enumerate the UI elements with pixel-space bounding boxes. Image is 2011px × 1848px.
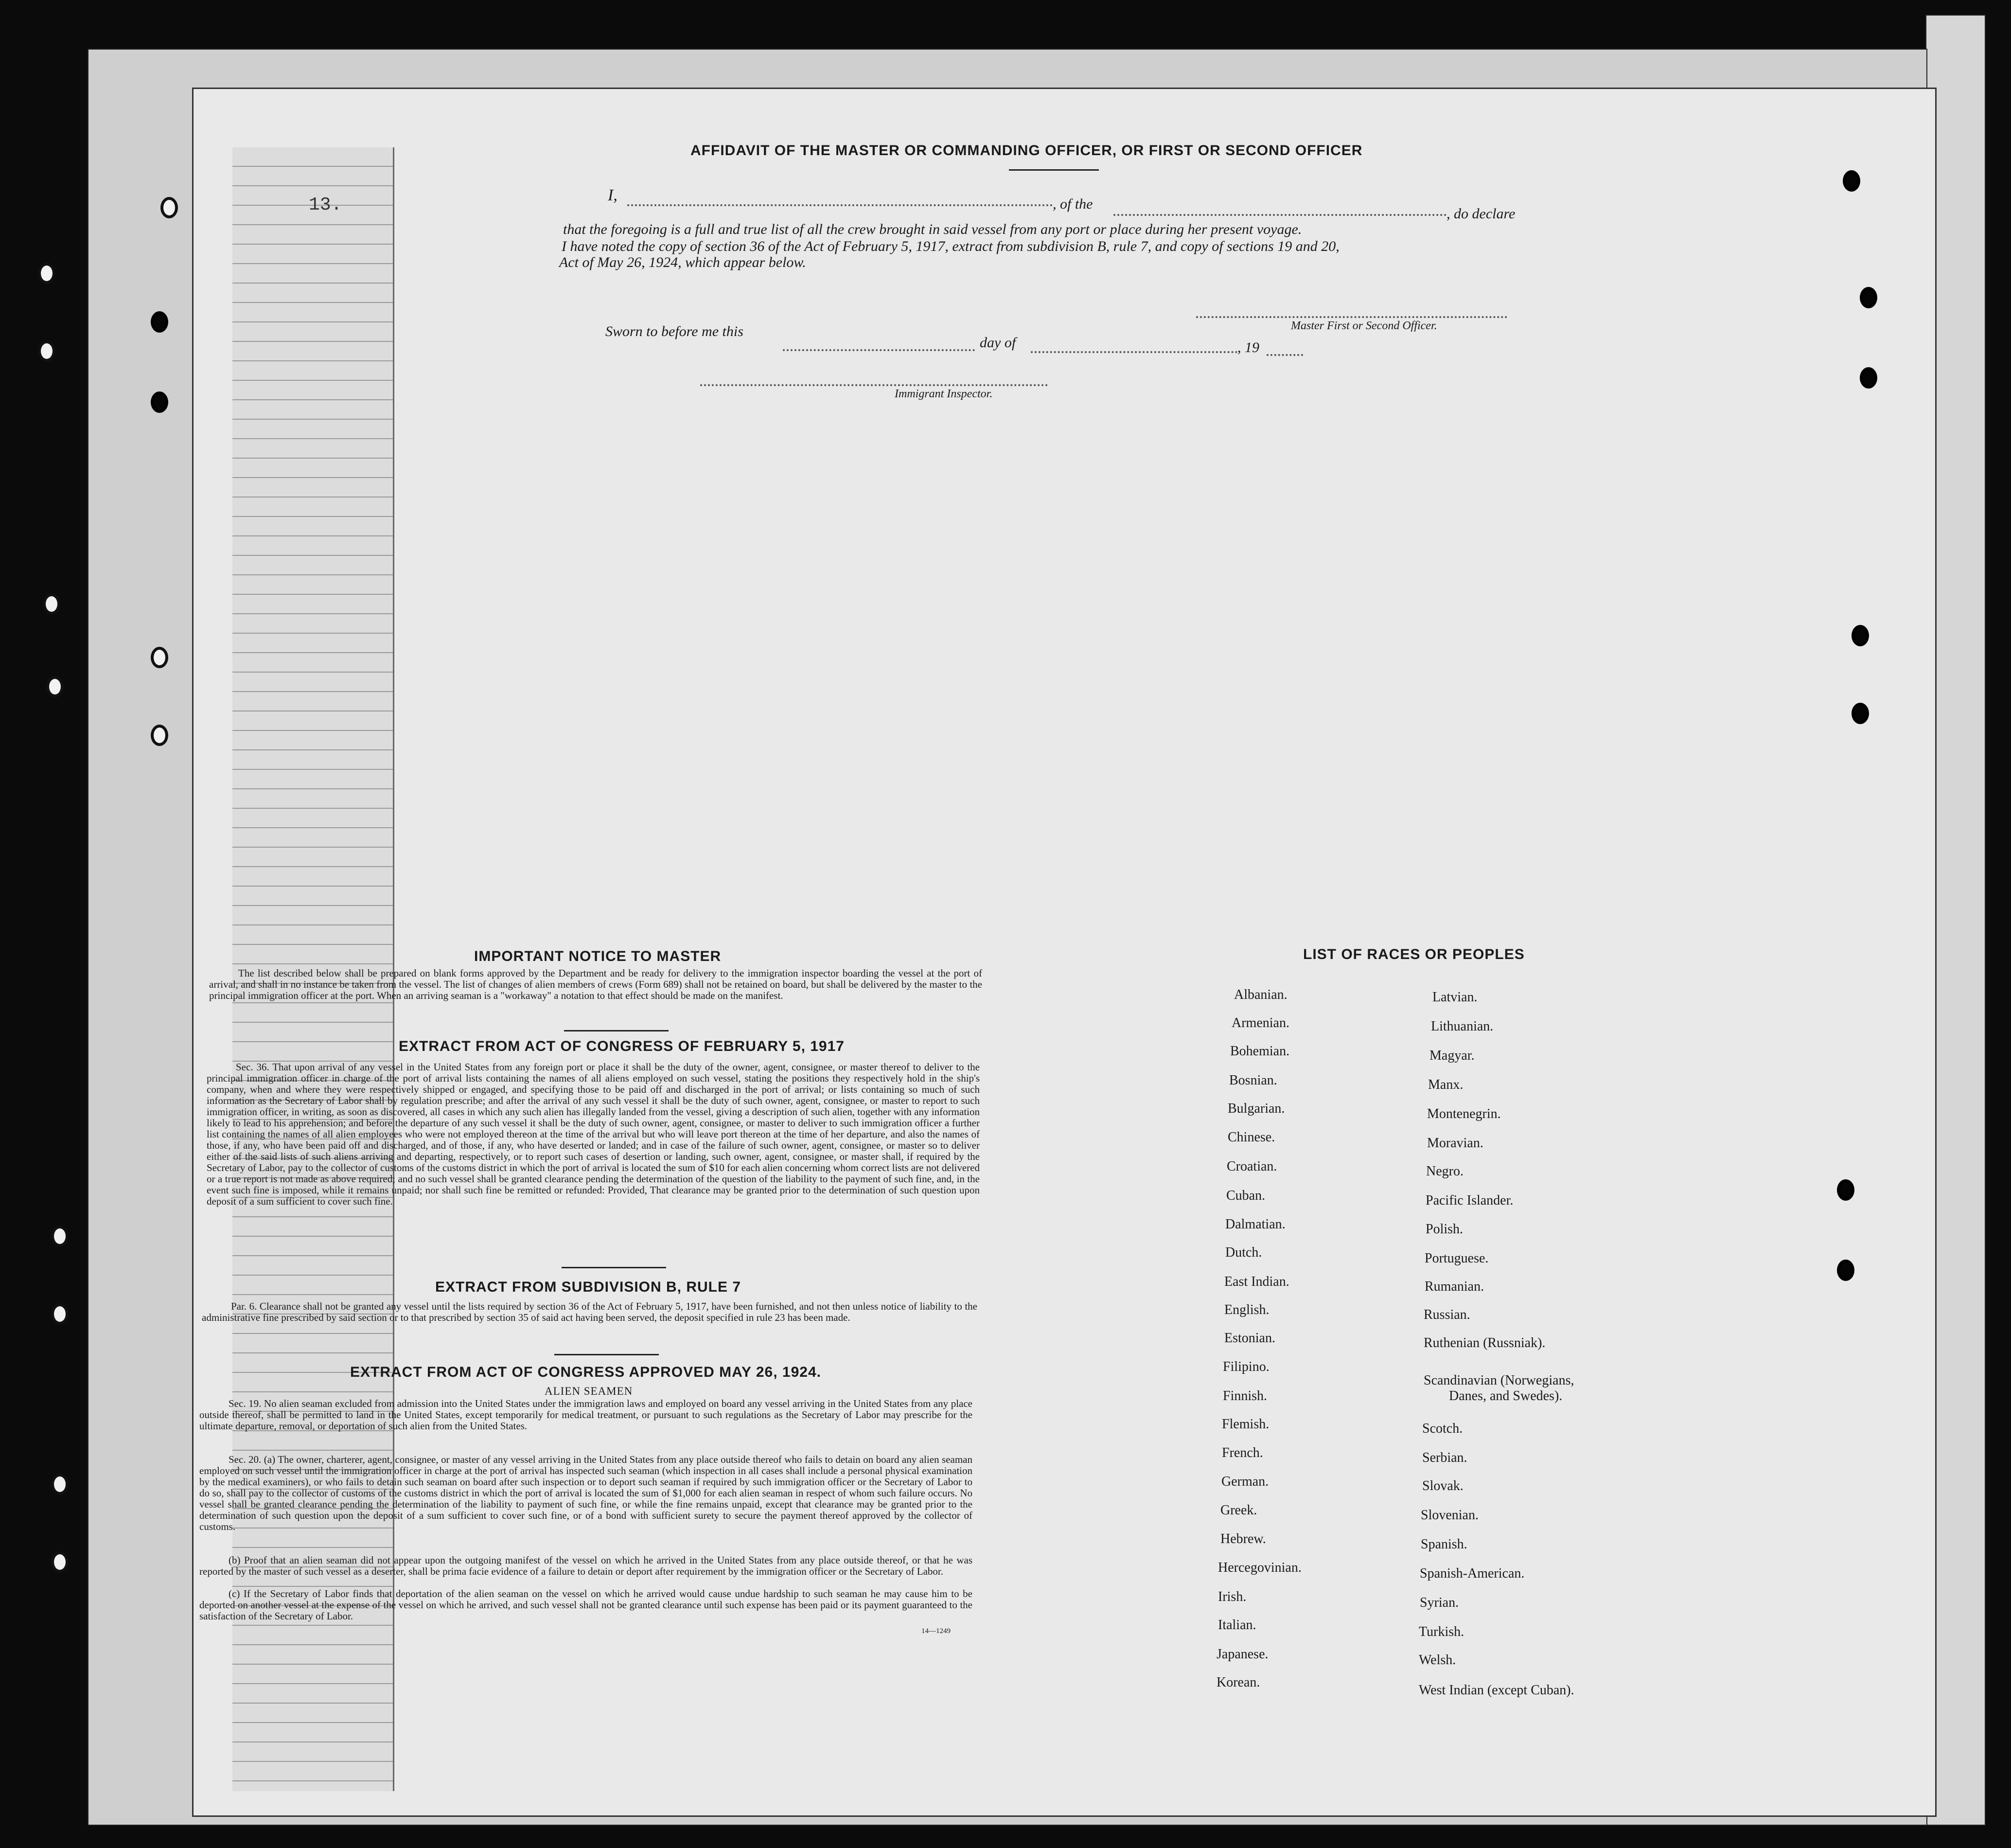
inspector-signature-field[interactable]	[700, 384, 1048, 386]
binder-hole	[151, 725, 168, 746]
race-item: Korean.	[1217, 1675, 1260, 1690]
race-item: Spanish.	[1421, 1537, 1467, 1552]
affidavit-line-2: that the foregoing is a full and true list of all the crew brought in said vessel from any port or place during her present voyage.	[563, 221, 1302, 237]
alien-seamen-subtitle: ALIEN SEAMEN	[545, 1385, 633, 1397]
binder-hole	[38, 263, 55, 284]
notice-title: IMPORTANT NOTICE TO MASTER	[474, 948, 722, 964]
race-item: Latvian.	[1432, 990, 1478, 1005]
vessel-name-field[interactable]	[1113, 214, 1447, 216]
race-item: Magyar.	[1429, 1048, 1475, 1063]
race-item: Turkish.	[1419, 1624, 1464, 1639]
races-title: LIST OF RACES OR PEOPLES	[1303, 946, 1525, 962]
race-item: Syrian.	[1420, 1595, 1459, 1610]
declarant-name-field[interactable]	[627, 204, 1053, 206]
race-item: Lithuanian.	[1431, 1019, 1494, 1034]
sworn-day-field[interactable]	[783, 349, 975, 351]
form-number: 14—1249	[921, 1627, 951, 1635]
margin-note: 13.	[309, 195, 342, 215]
race-item: Dalmatian.	[1225, 1217, 1286, 1232]
race-item: Estonian.	[1224, 1331, 1275, 1346]
sec20b-text: (b) Proof that an alien seaman did not appear upon the outgoing manifest of the vessel on which he arrived in the United States from any place outside thereof, or that he was reported by the master of such vessel as a deserter, shall be prima facie evidence of a failure to detain or deport after requirement by the immigration officer or the Secretary of Labor.	[199, 1554, 972, 1577]
binder-hole	[1852, 625, 1869, 646]
race-item: Serbian.	[1422, 1450, 1467, 1465]
binder-hole	[51, 1226, 69, 1247]
race-item: Chinese.	[1228, 1130, 1275, 1145]
race-item: Manx.	[1428, 1077, 1464, 1092]
sworn-month-field[interactable]	[1031, 351, 1237, 353]
affidavit-line-4: Act of May 26, 1924, which appear below.	[559, 254, 806, 270]
affidavit-title: AFFIDAVIT OF THE MASTER OR COMMANDING OFFICER, OR FIRST OR SECOND OFFICER	[690, 142, 1363, 159]
binder-hole	[160, 197, 178, 218]
race-item: East Indian.	[1224, 1274, 1289, 1289]
race-item: Italian.	[1218, 1617, 1256, 1633]
binder-hole	[51, 1303, 69, 1325]
binder-hole	[51, 1474, 69, 1495]
race-item: Danes, and Swedes).	[1449, 1388, 1563, 1404]
notice-text: The list described below shall be prepared on blank forms approved by the Department and be ready for delivery to the immigration inspector boarding the vessel at the port of arrival, and shall in no instance be taken from the vessel. The list of changes of alien members of crews (Form 689) shall not be retained on board, but shall be delivered by the master to the principal immigration officer at the port. When an arriving seaman is a "workaway" a notation to that effect should be made on the manifest.	[209, 967, 982, 1001]
binder-hole	[1860, 287, 1877, 308]
race-item: Greek.	[1220, 1503, 1257, 1518]
race-item: Cuban.	[1226, 1188, 1266, 1203]
binder-hole	[1860, 367, 1877, 389]
binder-hole	[43, 593, 60, 615]
race-item: Finnish.	[1223, 1388, 1268, 1404]
binder-hole	[1837, 1260, 1854, 1281]
race-item: Montenegrin.	[1427, 1106, 1501, 1121]
race-item: Portuguese.	[1425, 1251, 1489, 1266]
race-item: Hebrew.	[1220, 1531, 1266, 1546]
title-rule	[1009, 169, 1099, 171]
affidavit-line-3: I have noted the copy of section 36 of the Act of February 5, 1917, extract from subdivision B, rule 7, and copy of sections 19 and 20,	[562, 238, 1340, 254]
race-item: Pacific Islander.	[1426, 1193, 1514, 1208]
race-item: Slovak.	[1422, 1478, 1464, 1493]
vessel-label: , of the	[1053, 196, 1093, 212]
binder-hole	[1852, 703, 1869, 724]
binder-hole	[38, 340, 55, 362]
binder-hole	[46, 676, 64, 697]
race-item: Armenian.	[1232, 1015, 1289, 1031]
race-item: Slovenian.	[1421, 1508, 1479, 1523]
race-item: Negro.	[1426, 1164, 1464, 1179]
section-divider	[554, 1354, 659, 1355]
section-divider	[564, 1030, 669, 1031]
race-item: Bulgarian.	[1228, 1101, 1285, 1116]
binder-hole	[151, 311, 168, 333]
binder-hole	[151, 647, 168, 668]
race-item: English.	[1224, 1302, 1270, 1317]
sec20c-text: (c) If the Secretary of Labor finds that deportation of the alien seaman on the vessel on which he arrived would cause undue hardship to such seaman he may cause him to be deported on another vessel at the expense of the vessel on which he arrived, and such vessel shall not be granted clearance until such expense has been paid or its payment guaranteed to the satisfaction of the Secretary of Labor.	[199, 1588, 972, 1622]
section-divider	[562, 1267, 666, 1268]
race-item: Croatian.	[1227, 1159, 1277, 1174]
race-item: West Indian (except Cuban).	[1419, 1683, 1574, 1698]
race-item: Rumanian.	[1425, 1279, 1484, 1294]
race-item: French.	[1222, 1445, 1263, 1460]
extract-1917-text: Sec. 36. That upon arrival of any vessel in the United States from any foreign port or place it shall be the duty of the owner, agent, consignee, or master thereof to deliver to the principal immigration officer in charge of the port of arrival lists containing the names of all aliens employed on such vessel, stating the positions they respectively hold in the ship's company, when and where they were respectively shipped or engaged, and specifying those to be paid off and discharged in the port of arrival; or lists containing so much of such information as the Secretary of Labor shall by regulation prescribe; and after the arrival of any such vessel it shall be the duty of such owner, agent, consignee, or master to report to such immigration officer, in writing, as soon as discovered, all cases in which any such alien has illegally landed from the vessel, giving a description of such alien, together with any information likely to lead to his apprehension; and before the departure of any such vessel it shall be the duty of such owner, agent, consignee, or master to deliver to such immigration officer a further list containing the names of all alien employees who were not employed thereon at the time of the arrival but who will leave port thereon at the time of her departure, and also the names of those, if any, who have been paid off and discharged, and of those, if any, who have deserted or landed; and in case of the failure of such owner, agent, consignee, or master so to deliver either of the said lists of such aliens arriving and departing, respectively, or to report such cases of desertion or landing, such owner, agent, consignee, or master shall, if required by the Secretary of Labor, pay to the collector of customs of the customs district in which the port of arrival is located the sum of $10 for each alien concerning whom correct lists are not delivered or a true report is not made as above required; and no such vessel shall be granted clearance pending the determination of the question of the liability to the payment of such fine, and, in the event such fine is imposed, while it remains unpaid; nor shall such fine be remitted or refunded: Provided, That clearance may be granted prior to the determination of such question upon deposit of a sum sufficient to cover such fine.	[207, 1061, 980, 1207]
declarant-label: I,	[608, 186, 617, 204]
master-signature-label: Master First or Second Officer.	[1291, 320, 1437, 332]
race-item: Albanian.	[1234, 987, 1288, 1002]
race-item: Spanish-American.	[1420, 1566, 1525, 1581]
race-item: Moravian.	[1427, 1136, 1483, 1151]
rule7-title: EXTRACT FROM SUBDIVISION B, RULE 7	[435, 1279, 741, 1295]
inspector-label: Immigrant Inspector.	[895, 388, 993, 400]
master-signature-field[interactable]	[1196, 316, 1507, 318]
race-item: Polish.	[1426, 1222, 1464, 1237]
declare-label: , do declare	[1447, 206, 1516, 222]
sec20a-text: Sec. 20. (a) The owner, charterer, agent, consignee, or master of any vessel arriving in the United States from any place outside thereof who fails to detain on board any alien seaman employed on such vessel until the immigration officer in charge at the port of arrival has inspected such seaman (which inspection in all cases shall include a personal physical examination by the medical examiners), or who fails to detain such seaman on board after such inspection or to deport such seaman if required by such immigration officer or the Secretary of Labor to do so, shall pay to the collector of customs of the customs district in which the port of arrival is located the sum of $1,000 for each alien seaman in respect of whom such failure occurs. No vessel shall be granted clearance pending the determination of the liability to payment of such fine, or while the fine remains unpaid, except that clearance may be granted prior to the determination of such question upon the deposit of a sum sufficient to cover such fine, or of a bond with sufficient surety to secure the payment thereof approved by the collector of customs.	[199, 1454, 972, 1532]
race-item: Filipino.	[1223, 1359, 1270, 1374]
sworn-label: Sworn to before me this	[605, 323, 743, 339]
race-item: Russian.	[1424, 1307, 1470, 1322]
race-item: Hercegovinian.	[1218, 1560, 1302, 1575]
binder-hole	[51, 1551, 69, 1573]
sworn-year-field[interactable]	[1267, 354, 1303, 356]
sec19-text: Sec. 19. No alien seaman excluded from admission into the United States under the immigration laws and employed on board any vessel arriving in the United States from any place outside thereof, shall be permitted to land in the United States, except temporarily for medical treatment, or pursuant to such regulations as the Secretary of Labor may prescribe for the ultimate departure, removal, or deportation of such alien from the United States.	[199, 1398, 972, 1432]
race-item: Japanese.	[1217, 1647, 1269, 1662]
binder-hole	[1843, 170, 1860, 192]
race-item: Dutch.	[1225, 1245, 1262, 1260]
race-item: Ruthenian (Russniak).	[1424, 1335, 1546, 1350]
binder-hole	[151, 391, 168, 413]
race-item: Bohemian.	[1230, 1044, 1290, 1059]
day-of-label: day of	[980, 335, 1016, 351]
rule7-text: Par. 6. Clearance shall not be granted any vessel until the lists required by section 36 of the Act of February 5, 1917, have been furnished, and not then unless notice of liability to the administrative fine prescribed by said section or to that prescribed by section 35 of said act having been served, the deposit specified in rule 23 has been made.	[202, 1300, 977, 1323]
race-item: Welsh.	[1419, 1653, 1456, 1668]
race-item: Irish.	[1218, 1589, 1247, 1604]
extract-1924-title: EXTRACT FROM ACT OF CONGRESS APPROVED MAY 26, 1924.	[350, 1364, 821, 1380]
race-item: Bosnian.	[1229, 1073, 1277, 1088]
binder-hole	[1837, 1179, 1854, 1201]
race-item: German.	[1221, 1474, 1269, 1489]
race-item: Scotch.	[1422, 1421, 1463, 1436]
extract-1917-title: EXTRACT FROM ACT OF CONGRESS OF FEBRUARY 5, 1917	[399, 1038, 845, 1054]
race-item: Flemish.	[1222, 1417, 1270, 1432]
year-label: , 19	[1237, 339, 1259, 355]
race-item: Scandinavian (Norwegians,	[1424, 1373, 1574, 1388]
